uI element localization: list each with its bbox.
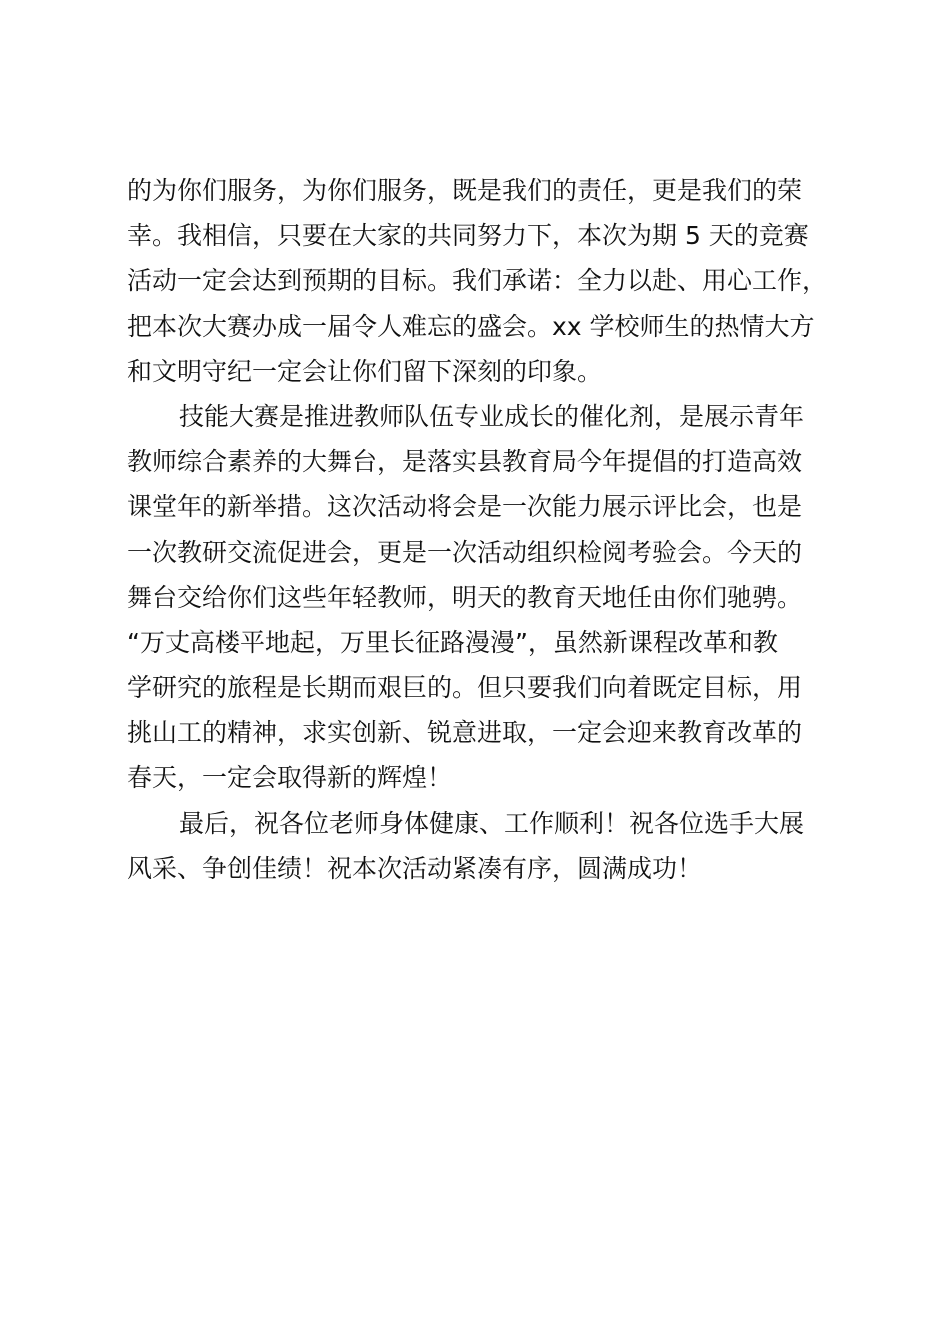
text-line: 学研究的旅程是长期而艰巨的。但只要我们向着既定目标，用 — [127, 673, 803, 703]
text-line: 和文明守纪一定会让你们留下深刻的印象。 — [127, 356, 603, 386]
text-line: 幸。我相信，只要在大家的共同努力下，本次为期 5 天的竞赛 — [127, 221, 809, 251]
text-line: 教师综合素养的大舞台，是落实县教育局今年提倡的打造高效 — [127, 447, 803, 477]
text-line: 课堂年的新举措。这次活动将会是一次能力展示评比会，也是 — [127, 492, 803, 522]
text-line: 一次教研交流促进会，更是一次活动组织检阅考验会。今天的 — [127, 537, 803, 567]
text-line: 风采、争创佳绩！祝本次活动紧凑有序，圆满成功！ — [127, 853, 703, 883]
text-line: 挑山工的精神，求实创新、锐意进取，一定会迎来教育改革的 — [127, 718, 803, 748]
text-line: 舞台交给你们这些年轻教师，明天的教育天地任由你们驰骋。 — [127, 582, 803, 612]
paragraph-start-line: 技能大赛是推进教师队伍专业成长的催化剂，是展示青年 — [179, 401, 805, 431]
paragraph-start-line: 最后，祝各位老师身体健康、工作顺利！祝各位选手大展 — [179, 808, 805, 838]
text-line: 把本次大赛办成一届令人难忘的盛会。xx 学校师生的热情大方 — [127, 311, 815, 341]
text-line: “万丈高楼平地起，万里长征路漫漫”，虽然新课程改革和教 — [127, 627, 778, 657]
body-text — [127, 168, 837, 891]
text-line: 的为你们服务，为你们服务，既是我们的责任，更是我们的荣 — [127, 176, 803, 205]
text-line: 活动一定会达到预期的目标。我们承诺：全力以赴、用心工作， — [127, 266, 828, 296]
text-line: 春天，一定会取得新的辉煌！ — [127, 763, 453, 793]
